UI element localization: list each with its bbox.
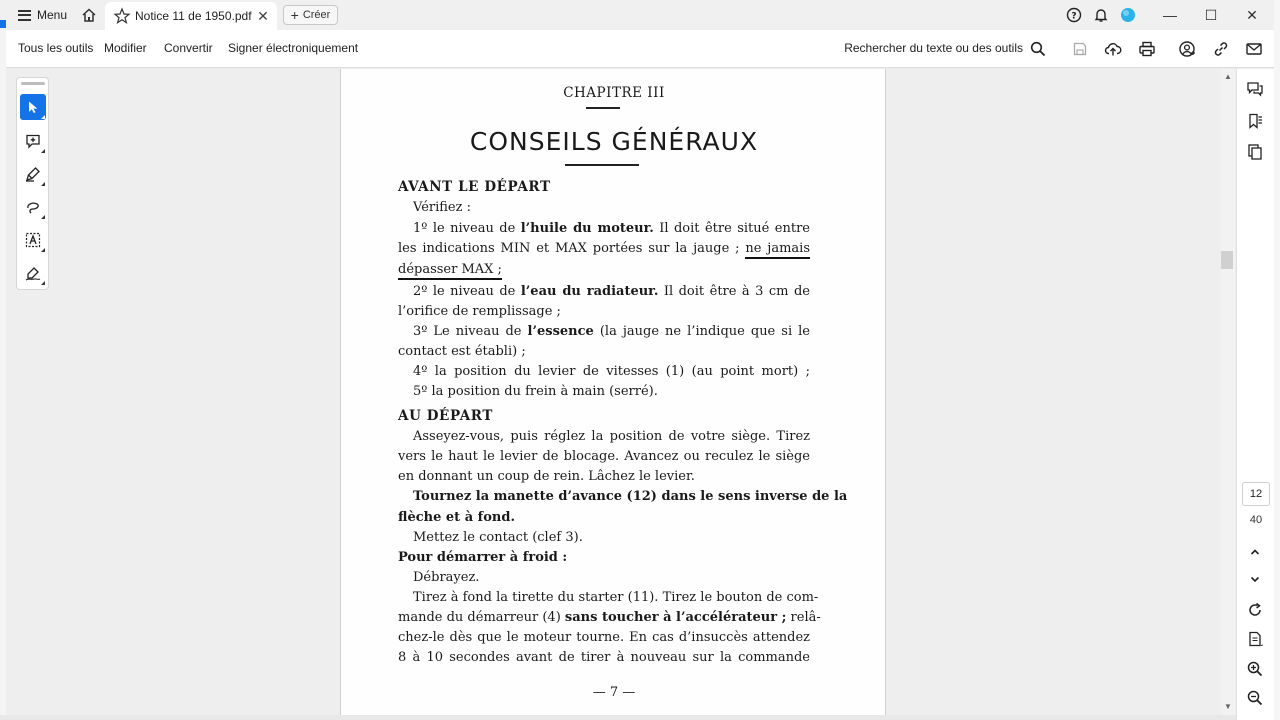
document-tab[interactable] — [105, 2, 277, 30]
title-rule — [565, 164, 639, 166]
current-page-field[interactable]: 12 — [1242, 482, 1270, 506]
help-icon — [1066, 7, 1082, 23]
chapter-rule — [586, 107, 620, 109]
scroll-up-arrow-icon[interactable]: ▲ — [1224, 72, 1232, 81]
upload-button[interactable] — [1103, 39, 1123, 59]
share-with-others-button[interactable] — [1177, 39, 1197, 59]
bold-run: sans toucher à l’accélérateur ; — [564, 610, 787, 625]
print-button[interactable] — [1137, 39, 1157, 59]
plus-icon: + — [290, 7, 299, 23]
quick-tools-panel — [16, 77, 49, 290]
save-button[interactable] — [1070, 39, 1090, 59]
convert-link[interactable]: Convertir — [164, 41, 213, 55]
previous-page-button[interactable] — [1245, 542, 1265, 562]
tool-options-indicator — [41, 182, 45, 186]
create-label: Créer — [302, 9, 331, 21]
text-line — [398, 241, 810, 257]
freehand-icon — [25, 199, 41, 215]
text-line: 5º la position du frein à main (serré). — [413, 384, 658, 399]
hamburger-icon — [18, 10, 31, 21]
email-button[interactable] — [1244, 39, 1264, 59]
zoom-in-button[interactable] — [1245, 659, 1265, 679]
underlined-run: dépasser MAX ; — [398, 262, 502, 280]
text-line — [398, 262, 810, 278]
select-tool[interactable] — [20, 94, 46, 120]
tool-options-indicator — [41, 149, 45, 153]
text-line: 8 à 10 secondes avant de tirer à nouveau sur la commande — [398, 650, 810, 665]
bold-run: l’eau du radiateur. — [520, 284, 659, 299]
text-line: vers le haut le levier de blocage. Avancez ou reculez le siège — [398, 449, 810, 464]
text-line: en donnant un coup de rein. Lâchez le levier. — [398, 469, 695, 484]
home-button[interactable] — [77, 4, 101, 26]
tool-options-indicator — [41, 215, 45, 219]
text-line: Débrayez. — [413, 570, 480, 585]
tab-close-icon[interactable]: ✕ — [257, 7, 269, 24]
add-comment-tool[interactable] — [20, 128, 46, 154]
e-sign-link[interactable]: Signer électroniquement — [228, 41, 359, 55]
zoom-in-icon — [1247, 661, 1263, 677]
main-toolbar — [0, 30, 1280, 68]
rotate-button[interactable] — [1245, 600, 1265, 620]
comments-icon — [1246, 80, 1264, 98]
chevron-down-icon — [1249, 573, 1261, 585]
text-line: contact est établi) ; — [398, 344, 526, 359]
text-run: Il doit être à 3 cm de — [658, 284, 810, 299]
account-avatar[interactable] — [1118, 4, 1138, 26]
all-tools-link[interactable]: Tous les outils — [18, 41, 94, 55]
text-line: chez-le dès que le moteur tourne. En cas d’insuccès attendez — [398, 630, 810, 645]
accent-strip — [0, 20, 6, 28]
text-line — [413, 284, 810, 300]
home-icon — [81, 7, 97, 23]
total-pages-label: 40 — [1249, 514, 1263, 526]
text-run: les indications MIN et MAX portées sur la jauge ; — [398, 241, 746, 256]
maximize-button[interactable]: ☐ — [1204, 6, 1218, 23]
text-run: Il doit être situé entre — [653, 221, 810, 236]
page-display-button[interactable] — [1245, 629, 1265, 649]
scroll-down-arrow-icon[interactable]: ▼ — [1224, 702, 1232, 711]
search-icon — [1030, 41, 1046, 57]
bold-run: l’huile du moteur. — [520, 221, 654, 236]
text-run: 3º Le niveau de — [413, 324, 528, 339]
bookmarks-panel-button[interactable] — [1245, 111, 1265, 131]
right-rail — [1236, 69, 1274, 720]
link-icon — [1212, 40, 1230, 58]
section-heading-avant-depart: AVANT LE DÉPART — [398, 179, 551, 195]
text-line: Mettez le contact (clef 3). — [413, 530, 583, 545]
menu-button[interactable] — [10, 4, 75, 26]
search-tools-label[interactable]: Rechercher du texte ou des outils — [844, 41, 1023, 55]
right-window-edge — [1274, 0, 1280, 720]
highlight-tool[interactable] — [20, 161, 46, 187]
bookmark-icon — [1246, 112, 1264, 130]
text-run: 2º le niveau de — [413, 284, 521, 299]
text-line: l’orifice de remplissage ; — [398, 304, 561, 319]
zoom-out-icon — [1247, 690, 1263, 706]
text-run: (la jauge ne l’indique que si le — [593, 324, 810, 339]
cloud-upload-icon — [1104, 40, 1122, 58]
bell-icon — [1093, 7, 1109, 23]
page-number-footer: — 7 — — [592, 685, 636, 700]
bottom-edge — [0, 715, 1236, 720]
text-line: flèche et à fond. — [398, 510, 515, 525]
text-line — [413, 324, 810, 340]
draw-tool[interactable] — [20, 194, 46, 220]
text-line: Tirez à fond la tirette du starter (11). Tirez le bouton de com- — [413, 590, 819, 605]
subheading-demarrer-froid: Pour démarrer à froid : — [398, 550, 568, 565]
document-view-icon — [1247, 631, 1263, 647]
text-run: mande du démarreur (4) — [398, 610, 565, 625]
chevron-up-icon — [1249, 546, 1261, 558]
cursor-icon — [26, 100, 40, 114]
pages-icon — [1246, 143, 1264, 161]
rotate-icon — [1247, 602, 1263, 618]
highlighter-icon — [25, 166, 41, 182]
tool-options-indicator — [41, 115, 45, 119]
minimize-button[interactable]: — — [1163, 7, 1177, 23]
star-icon[interactable] — [113, 7, 131, 25]
vertical-scrollbar[interactable] — [1221, 69, 1235, 715]
signature-pen-icon — [25, 265, 41, 281]
pages-panel-button[interactable] — [1245, 142, 1265, 162]
scrollbar-thumb[interactable] — [1221, 251, 1233, 269]
text-box-icon — [25, 232, 41, 248]
avatar-icon — [1120, 7, 1136, 23]
notifications-button[interactable] — [1091, 4, 1111, 26]
text-line: Vérifiez : — [413, 200, 471, 215]
text-box-tool[interactable] — [20, 227, 46, 253]
text-run: 1º le niveau de — [413, 221, 521, 236]
text-line — [413, 221, 810, 237]
tab-title: Notice 11 de 1950.pdf — [135, 9, 252, 23]
edit-link[interactable]: Modifier — [104, 41, 147, 55]
text-line: Tournez la manette d’avance (12) dans le sens inverse de la — [413, 489, 848, 504]
title-bar — [0, 0, 1280, 30]
comments-panel-button[interactable] — [1245, 79, 1265, 99]
text-line: 4º la position du levier de vitesses (1) (au point mort) ; — [413, 364, 810, 379]
fill-sign-tool[interactable] — [20, 260, 46, 286]
text-line: Asseyez-vous, puis réglez la position de votre siège. Tirez — [413, 429, 810, 444]
save-icon — [1072, 41, 1088, 57]
pdf-page[interactable] — [340, 69, 886, 715]
underlined-run: ne jamais — [745, 241, 810, 259]
tool-options-indicator — [41, 281, 45, 285]
comment-add-icon — [25, 133, 41, 149]
next-page-button[interactable] — [1245, 569, 1265, 589]
section-heading-au-depart: AU DÉPART — [398, 408, 494, 424]
svg-text:?: ? — [1071, 11, 1077, 22]
copy-link-button[interactable] — [1211, 39, 1231, 59]
menu-label: Menu — [37, 8, 68, 22]
bold-run: l’essence — [527, 324, 594, 339]
tool-options-indicator — [41, 248, 45, 252]
close-window-button[interactable]: ✕ — [1246, 6, 1258, 23]
text-line — [398, 610, 821, 626]
panel-grip[interactable] — [21, 82, 45, 85]
chapter-heading: CHAPITRE III — [563, 85, 665, 101]
document-title: CONSEILS GÉNÉRAUX — [469, 127, 759, 156]
create-button[interactable] — [283, 5, 338, 25]
printer-icon — [1138, 40, 1156, 58]
text-run: relâ- — [786, 610, 821, 625]
mail-icon — [1245, 40, 1263, 58]
user-share-icon — [1178, 40, 1196, 58]
help-button[interactable] — [1064, 4, 1084, 26]
search-button[interactable] — [1028, 39, 1048, 59]
zoom-out-button[interactable] — [1245, 688, 1265, 708]
